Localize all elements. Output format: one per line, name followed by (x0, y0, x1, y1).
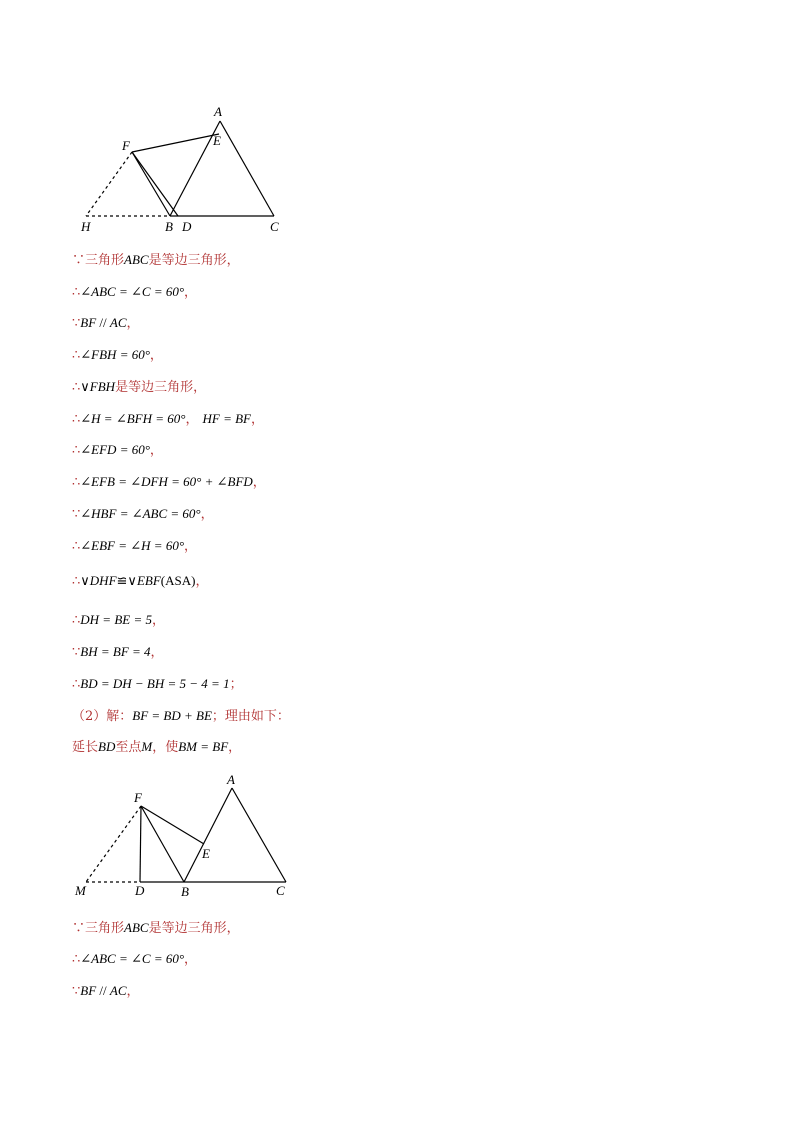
label-C: C (270, 219, 279, 234)
proof-line-17: ∵三角形ABC是等边三角形， (72, 920, 240, 936)
proof-line-5: ∴∨FBH是等边三角形， (72, 379, 207, 395)
label-M: M (75, 883, 86, 898)
label-F: F (134, 790, 142, 805)
label-D: D (182, 219, 192, 234)
figure-2 (70, 766, 300, 906)
label-H: H (81, 219, 91, 234)
label-C: C (276, 883, 285, 898)
segment-FB (132, 152, 170, 216)
label-E: E (213, 133, 221, 148)
label-F: F (122, 138, 130, 153)
segment-FB (141, 806, 184, 882)
label-A: A (227, 772, 235, 787)
label-A: A (214, 104, 222, 119)
proof-line-6: ∴∠H = ∠BFH = 60°， HF = BF， (72, 411, 264, 427)
figure-1-diagram (70, 100, 300, 240)
proof-line-4: ∴∠FBH = 60°， (72, 347, 163, 363)
label-D: D (135, 883, 145, 898)
label-B: B (165, 219, 173, 234)
segment-FE (141, 806, 204, 844)
proof-line-10: ∴∠EBF = ∠H = 60°， (72, 538, 198, 554)
figure-2-diagram (70, 766, 300, 906)
proof-line-13: ∵BH = BF = 4， (72, 644, 164, 660)
proof-line-12: ∴DH = BE = 5， (72, 612, 165, 628)
segment-FE (132, 134, 219, 152)
segment-FD (140, 806, 141, 882)
segment-FM-dashed (86, 806, 141, 882)
proof-line-14: ∴BD = DH − BH = 5 − 4 = 1； (72, 676, 243, 692)
figure-1 (70, 100, 300, 240)
proof-line-18: ∴∠ABC = ∠C = 60°， (72, 951, 198, 967)
segment-FH-dashed (86, 152, 132, 216)
proof-line-15: （2）解：BF = BD + BE；理由如下： (72, 708, 290, 724)
proof-line-11: ∴∨DHF≌∨EBF(ASA)， (72, 573, 209, 589)
proof-line-7: ∴∠EFD = 60°， (72, 442, 163, 458)
segment-AC (220, 121, 274, 216)
label-B: B (181, 884, 189, 899)
proof-line-19: ∵BF // AC， (72, 983, 140, 999)
proof-line-8: ∴∠EFB = ∠DFH = 60° + ∠BFD， (72, 474, 266, 490)
proof-line-2: ∴∠ABC = ∠C = 60°， (72, 284, 198, 300)
segment-AB (184, 788, 232, 882)
segment-FD (132, 152, 178, 216)
proof-line-9: ∵∠HBF = ∠ABC = 60°， (72, 506, 214, 522)
label-E: E (202, 846, 210, 861)
proof-line-1: ∵三角形ABC是等边三角形， (72, 252, 240, 268)
segment-AC (232, 788, 286, 882)
proof-line-16: 延长BD至点M，使BM = BF， (72, 739, 242, 755)
proof-line-3: ∵BF // AC， (72, 315, 140, 331)
